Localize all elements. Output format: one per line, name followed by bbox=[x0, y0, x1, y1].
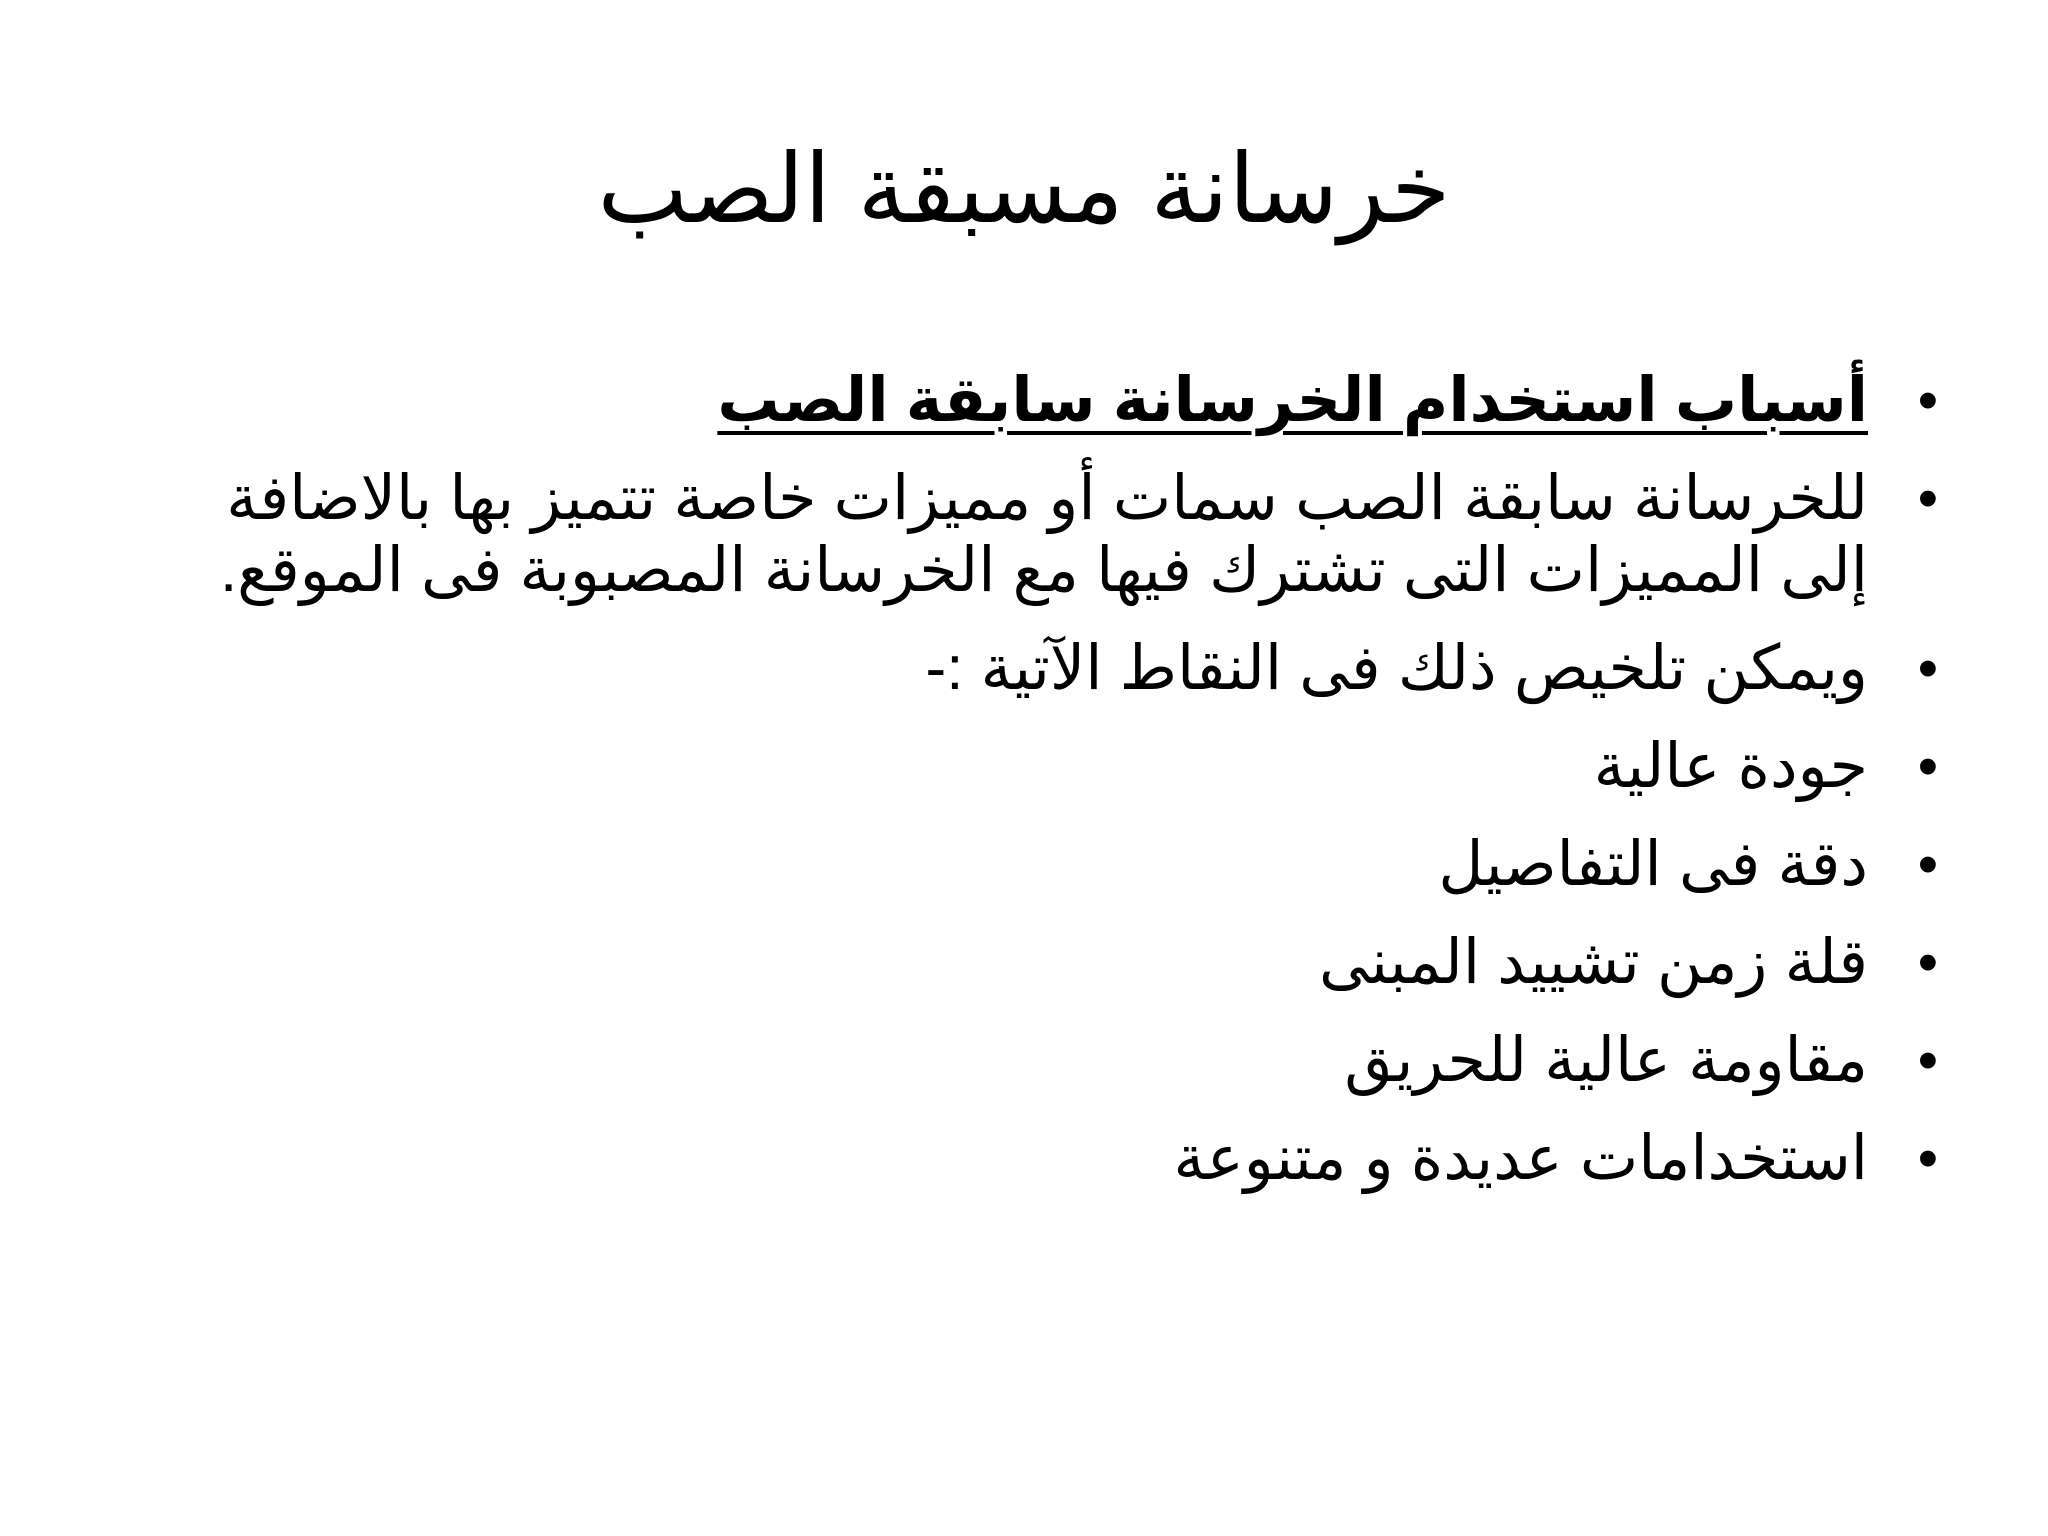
bullet-icon: • bbox=[1917, 368, 1938, 433]
bullet-item bbox=[128, 1025, 1938, 1097]
bullet-text: استخدامات عديدة و متنوعة bbox=[1173, 1124, 1868, 1193]
bullet-text: للخرسانة سابقة الصب سمات أو مميزات خاصة تتميز بها بالاضافة إلى المميزات التى تشترك فيها مع الخرسانة المصبوبة فى الموقع. bbox=[219, 464, 1868, 605]
bullet-icon: • bbox=[1917, 1028, 1938, 1093]
bullet-item bbox=[128, 463, 1938, 607]
bullet-icon: • bbox=[1917, 636, 1938, 701]
bullet-item bbox=[128, 1123, 1938, 1195]
bullet-text: دقة فى التفاصيل bbox=[1438, 830, 1868, 899]
bullet-icon: • bbox=[1917, 466, 1938, 531]
bullet-icon: • bbox=[1917, 832, 1938, 897]
bullet-item-heading bbox=[128, 365, 1938, 437]
bullet-text: قلة زمن تشييد المبنى bbox=[1318, 928, 1868, 997]
bullet-item bbox=[128, 927, 1938, 999]
bullet-list bbox=[128, 365, 1938, 1221]
bullet-item bbox=[128, 731, 1938, 803]
bullet-icon: • bbox=[1917, 734, 1938, 799]
bullet-text: مقاومة عالية للحريق bbox=[1344, 1026, 1868, 1095]
bullet-item bbox=[128, 829, 1938, 901]
bullet-text: ويمكن تلخيص ذلك فى النقاط الآتية :- bbox=[925, 634, 1868, 703]
slide-title: خرسانة مسبقة الصب bbox=[597, 136, 1451, 243]
bullet-item bbox=[128, 633, 1938, 705]
bullet-text: أسباب استخدام الخرسانة سابقة الصب bbox=[717, 366, 1868, 435]
bullet-icon: • bbox=[1917, 1126, 1938, 1191]
bullet-text: جودة عالية bbox=[1593, 732, 1868, 801]
bullet-icon: • bbox=[1917, 930, 1938, 995]
